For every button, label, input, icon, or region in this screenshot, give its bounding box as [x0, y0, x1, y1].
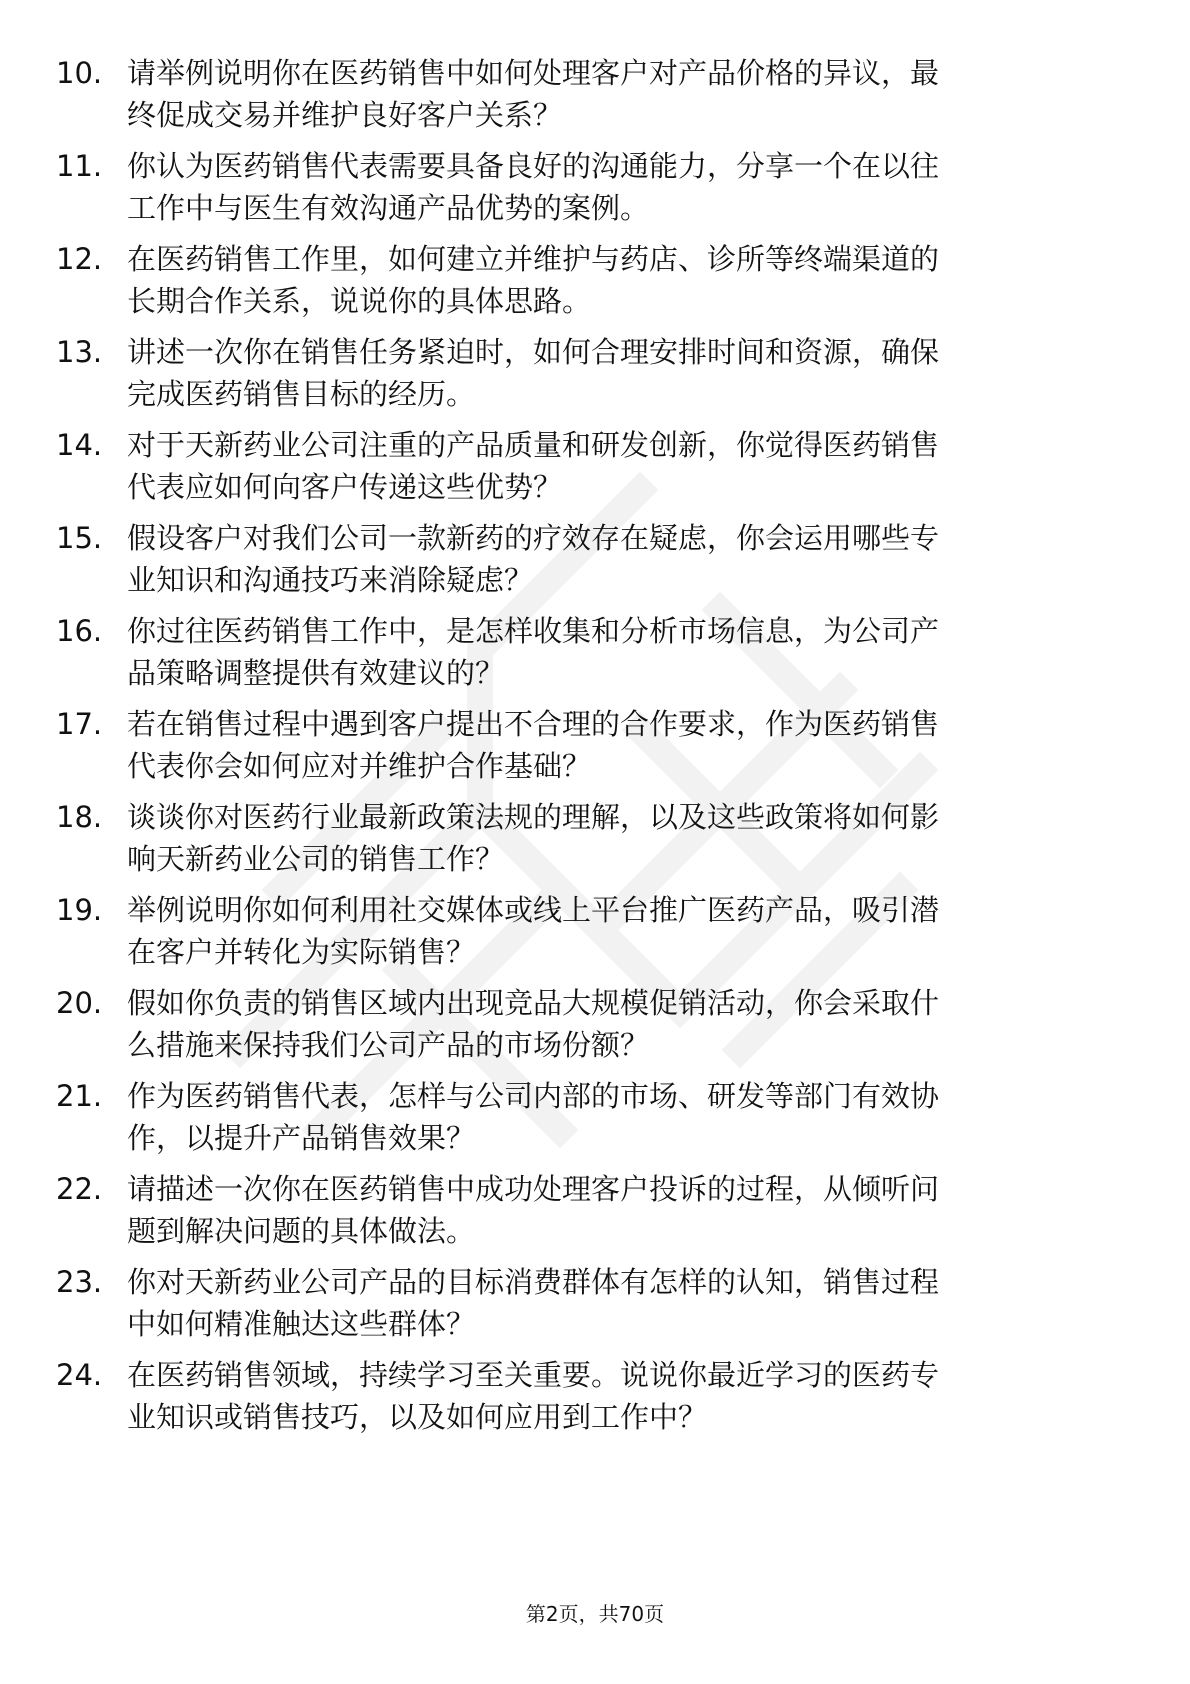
question-number: 19. [56, 893, 103, 927]
question-item [0, 1261, 1190, 1341]
question-line-2: 题到解决问题的具体做法。 [127, 1214, 476, 1248]
question-line-1: 你过往医药销售工作中，是怎样收集和分析市场信息，为公司产 [127, 614, 940, 648]
question-text [127, 1075, 1107, 1159]
question-number: 11. [56, 149, 103, 183]
question-item [0, 982, 1190, 1062]
question-text [127, 238, 1107, 322]
question-line-1: 你对天新药业公司产品的目标消费群体有怎样的认知，销售过程 [127, 1265, 940, 1299]
question-text [127, 1168, 1107, 1252]
question-number: 17. [56, 707, 103, 741]
question-text [127, 1354, 1107, 1438]
question-text [127, 145, 1107, 229]
question-line-1: 你认为医药销售代表需要具备良好的沟通能力，分享一个在以往 [127, 149, 940, 183]
question-line-1: 若在销售过程中遇到客户提出不合理的合作要求，作为医药销售 [127, 707, 940, 741]
question-line-1: 请举例说明你在医药销售中如何处理客户对产品价格的异议，最 [127, 56, 940, 90]
question-text [127, 796, 1107, 880]
question-text [127, 889, 1107, 973]
question-line-1: 在医药销售领域，持续学习至关重要。说说你最近学习的医药专 [127, 1358, 940, 1392]
question-item [0, 796, 1190, 876]
question-text [127, 52, 1107, 136]
question-line-2: 中如何精准触达这些群体？ [127, 1307, 476, 1341]
question-line-2: 代表你会如何应对并维护合作基础？ [127, 749, 592, 783]
question-line-2: 业知识或销售技巧，以及如何应用到工作中？ [127, 1400, 708, 1434]
question-number: 13. [56, 335, 103, 369]
question-line-1: 对于天新药业公司注重的产品质量和研发创新，你觉得医药销售 [127, 428, 940, 462]
question-line-2: 响天新药业公司的销售工作？ [127, 842, 505, 876]
question-number: 24. [56, 1358, 103, 1392]
question-line-1: 假设客户对我们公司一款新药的疗效存在疑虑，你会运用哪些专 [127, 521, 940, 555]
question-number: 16. [56, 614, 103, 648]
question-number: 22. [56, 1172, 103, 1206]
question-line-2: 在客户并转化为实际销售？ [127, 935, 476, 969]
question-line-2: 完成医药销售目标的经历。 [127, 377, 476, 411]
question-text [127, 517, 1107, 601]
question-number: 10. [56, 56, 103, 90]
question-line-1: 假如你负责的销售区域内出现竞品大规模促销活动，你会采取什 [127, 986, 940, 1020]
question-item [0, 1168, 1190, 1248]
question-number: 21. [56, 1079, 103, 1113]
question-item [0, 331, 1190, 411]
question-line-2: 么措施来保持我们公司产品的市场份额？ [127, 1028, 650, 1062]
question-number: 12. [56, 242, 103, 276]
question-item [0, 1354, 1190, 1434]
question-item [0, 703, 1190, 783]
question-item [0, 889, 1190, 969]
question-item [0, 52, 1190, 132]
question-item [0, 238, 1190, 318]
question-line-2: 业知识和沟通技巧来消除疑虑？ [127, 563, 534, 597]
question-line-1: 作为医药销售代表，怎样与公司内部的市场、研发等部门有效协 [127, 1079, 940, 1113]
question-line-1: 讲述一次你在销售任务紧迫时，如何合理安排时间和资源，确保 [127, 335, 940, 369]
question-line-2: 作，以提升产品销售效果？ [127, 1121, 476, 1155]
question-text [127, 424, 1107, 508]
question-number: 18. [56, 800, 103, 834]
question-line-2: 终促成交易并维护良好客户关系？ [127, 98, 563, 132]
question-text [127, 982, 1107, 1066]
question-number: 20. [56, 986, 103, 1020]
question-text [127, 1261, 1107, 1345]
page-number-footer: 第2页，共70页 [525, 1602, 665, 1626]
question-line-1: 在医药销售工作里，如何建立并维护与药店、诊所等终端渠道的 [127, 242, 940, 276]
question-text [127, 703, 1107, 787]
question-item [0, 517, 1190, 597]
question-line-1: 举例说明你如何利用社交媒体或线上平台推广医药产品，吸引潜 [127, 893, 940, 927]
question-text [127, 331, 1107, 415]
question-line-1: 请描述一次你在医药销售中成功处理客户投诉的过程，从倾听问 [127, 1172, 940, 1206]
question-line-2: 长期合作关系，说说你的具体思路。 [127, 284, 592, 318]
question-text [127, 610, 1107, 694]
question-line-2: 品策略调整提供有效建议的？ [127, 656, 505, 690]
question-line-1: 谈谈你对医药行业最新政策法规的理解，以及这些政策将如何影 [127, 800, 940, 834]
question-item [0, 424, 1190, 504]
question-number: 15. [56, 521, 103, 555]
question-item [0, 145, 1190, 225]
question-line-2: 代表应如何向客户传递这些优势？ [127, 470, 563, 504]
question-number: 23. [56, 1265, 103, 1299]
question-item [0, 610, 1190, 690]
question-item [0, 1075, 1190, 1155]
question-line-2: 工作中与医生有效沟通产品优势的案例。 [127, 191, 650, 225]
question-number: 14. [56, 428, 103, 462]
